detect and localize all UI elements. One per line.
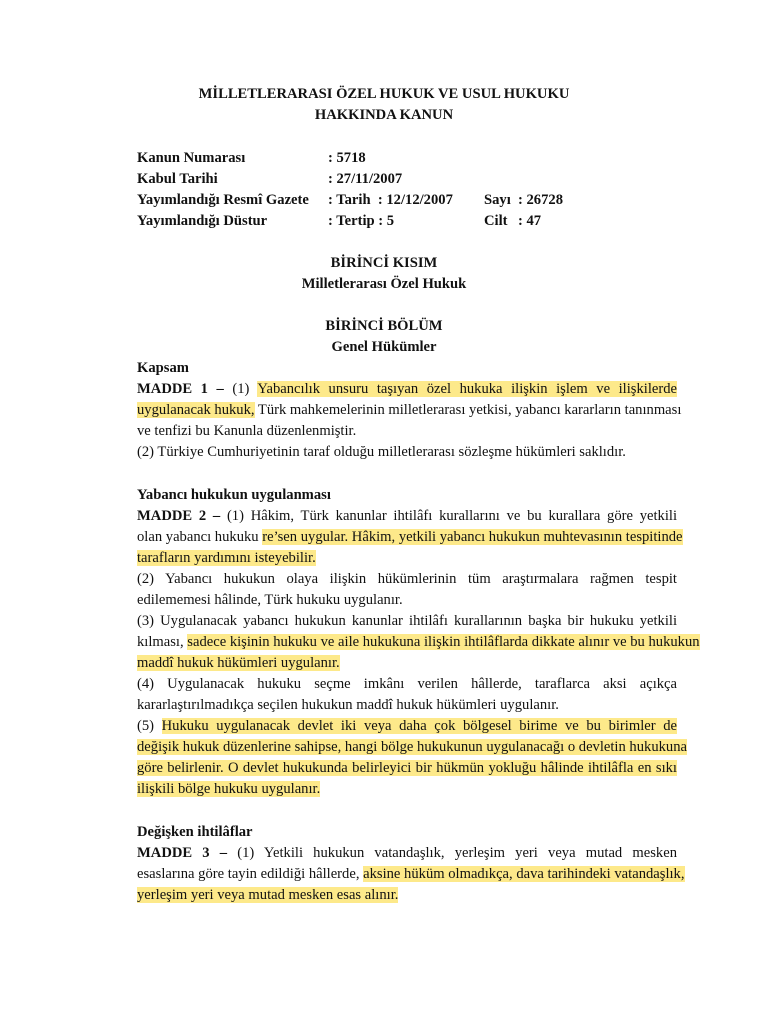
highlight: tarafların yardımını isteyebilir. (137, 550, 316, 566)
meta-extra-label: Cilt (484, 213, 508, 229)
highlight: re’sen uygular. Hâkim, yetkili yabancı hukukun muhtevasının tespitinde (262, 529, 683, 545)
part-subheading: Milletlerarası Özel Hukuk (301, 276, 467, 292)
text-span: Türk mahkemelerinin milletlerarası yetkisi, yabancı kararların tanınması (254, 402, 682, 418)
madde-2-para-3-line-1: (3) Uygulanacak yabancı hukukun kanunlar ihtilâfı kurallarının başka bir hukuku yetkili (137, 613, 677, 629)
meta-extra-label: Sayı (484, 192, 511, 208)
meta-value: : 5718 (328, 150, 366, 166)
madde-2-para-5-line-3 (137, 758, 677, 779)
madde-3-line-2 (137, 864, 685, 885)
madde-2-line-3 (137, 548, 677, 569)
madde-1-line-2 (137, 400, 682, 421)
document-title-line2: HAKKINDA KANUN (314, 107, 454, 123)
document-title-line1: MİLLETLERARASI ÖZEL HUKUK VE USUL HUKUKU (198, 86, 570, 102)
madde-2-para-3-line-3 (137, 653, 677, 674)
highlight: ilişkili bölge hukuku uygulanır. (137, 781, 321, 797)
text-span: olan yabancı hukuku (137, 529, 263, 545)
section-heading-yabanci-hukuk: Yabancı hukukun uygulanması (137, 487, 331, 503)
madde-1-label: MADDE 1 – (137, 381, 224, 397)
madde-2-para-5-line-2 (137, 737, 687, 758)
meta-value: : Tertip : 5 (328, 213, 395, 229)
madde-2-para-5-line-4 (137, 779, 677, 800)
highlight: maddî hukuk hükümleri uygulanır. (137, 655, 340, 671)
highlight: göre belirlenir. O devlet hukukunda belirleyici bir hükmün yokluğu hâlinde ihtilâfla en sıkı (137, 760, 677, 776)
section-heading-kapsam: Kapsam (137, 360, 189, 376)
part-heading: BİRİNCİ KISIM (330, 255, 438, 271)
madde-3-line-3 (137, 885, 677, 906)
meta-extra-value: : 47 (518, 213, 542, 229)
meta-extra-value: : 26728 (518, 192, 563, 208)
highlight: aksine hüküm olmadıkça, dava tarihindeki vatandaşlık, (363, 866, 685, 882)
meta-value: : 27/11/2007 (328, 171, 403, 187)
meta-label: Kabul Tarihi (137, 171, 218, 187)
madde-2-line-1 (137, 506, 677, 527)
madde-2-line-2 (137, 527, 683, 548)
madde-3-line-1 (137, 843, 677, 864)
madde-2-label: MADDE 2 – (137, 508, 221, 524)
meta-label: Kanun Numarası (137, 150, 246, 166)
chapter-heading: BİRİNCİ BÖLÜM (325, 318, 443, 334)
highlight: Yabancılık unsuru taşıyan özel hukuka ilişkin işlem ve ilişkilerde (257, 381, 677, 397)
chapter-subheading: Genel Hükümler (331, 339, 437, 355)
madde-2-para-4-line-2: kararlaştırılmadıkça seçilen hukukun maddî hukuk hükümleri uygulanır. (137, 697, 559, 713)
highlight: Hukuku uygulanacak devlet iki veya daha çok bölgesel birime ve bu birimler de (161, 718, 677, 734)
highlight: yerleşim yeri veya mutad mesken esas alınır. (137, 887, 399, 903)
text-span: kılması, (137, 634, 188, 650)
madde-2-para-2-line-2: edilememesi hâlinde, Türk hukuku uygulanır. (137, 592, 403, 608)
meta-value: : Tarih : 12/12/2007 (328, 192, 453, 208)
highlight: uygulanacak hukuk, (137, 402, 255, 418)
section-heading-degisken-ihtilaflar: Değişken ihtilâflar (137, 824, 253, 840)
madde-2-para-5-line-1 (137, 716, 677, 737)
highlight: sadece kişinin hukuku ve aile hukukuna ilişkin ihtilâflarda dikkate alınır ve bu hukukun (187, 634, 700, 650)
madde-1-line-3: ve tenfizi bu Kanunla düzenlenmiştir. (137, 423, 357, 439)
text-span: (1) Hâkim, Türk kanunlar ihtilâfı kurallarını ve bu kurallara göre yetkili (220, 508, 677, 524)
meta-label: Yayımlandığı Resmî Gazete (137, 192, 309, 208)
text-span: (1) Yetkili hukukun vatandaşlık, yerleşim yeri veya mutad mesken (227, 845, 677, 861)
text-span: (1) (232, 381, 258, 397)
madde-2-para-4-line-1: (4) Uygulanacak hukuku seçme imkânı verilen hâllerde, taraflarca aksi açıkça (137, 676, 677, 692)
madde-1-line-1 (137, 379, 677, 400)
meta-label: Yayımlandığı Düstur (137, 213, 268, 229)
madde-2-para-2-line-1: (2) Yabancı hukukun olaya ilişkin hükümlerinin tüm araştırmalara rağmen tespit (137, 571, 677, 587)
text-span: esaslarına göre tayin edildiği hâllerde, (137, 866, 364, 882)
madde-3-label: MADDE 3 – (137, 845, 228, 861)
highlight: değişik hukuk düzenlerine sahipse, hangi bölge hukukunun uygulanacağı o devletin hukukuna (137, 739, 687, 755)
text-span: (5) (137, 718, 162, 734)
madde-2-para-3-line-2 (137, 632, 700, 653)
madde-1-para-2: (2) Türkiye Cumhuriyetinin taraf olduğu milletlerarası sözleşme hükümleri saklıdır. (137, 444, 626, 460)
